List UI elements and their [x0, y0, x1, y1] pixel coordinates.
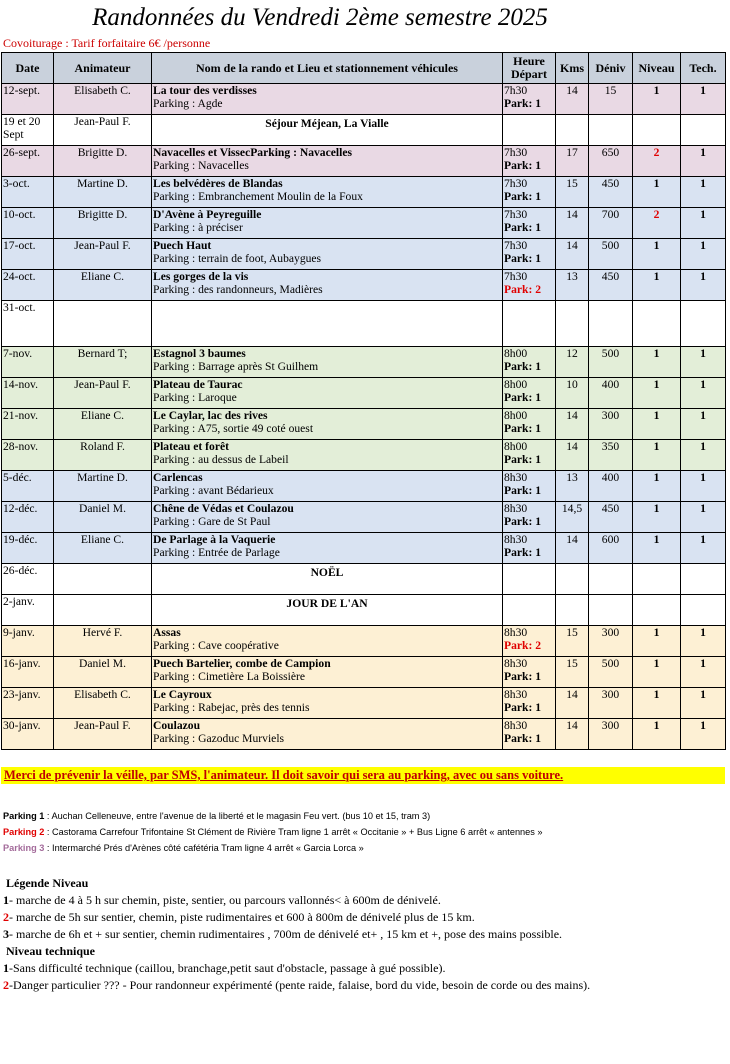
- tech-cell: 1: [681, 409, 726, 440]
- animateur-cell: Roland F.: [54, 440, 152, 471]
- park-number: Park: 1: [504, 360, 542, 373]
- tech-legend-item: 2-Danger particulier ??? - Pour randonneur expérimenté (pente raide, falaise, bord du vide, besoin de corde ou des mains).: [3, 978, 591, 992]
- niveau-cell: 1: [633, 378, 681, 409]
- date-cell: 12-déc.: [2, 502, 54, 533]
- animateur-cell: Eliane C.: [54, 409, 152, 440]
- park-number: Park: 2: [504, 639, 542, 652]
- heure-cell: [503, 719, 556, 750]
- date-cell: 19 et 20 Sept: [2, 115, 54, 146]
- table-row: [2, 347, 726, 378]
- rando-name: D'Avène à Peyreguille: [153, 208, 262, 221]
- date-cell: 5-déc.: [2, 471, 54, 502]
- start-time: 8h30: [504, 533, 528, 546]
- start-time: 7h30: [504, 270, 528, 283]
- deniv-cell: [589, 301, 633, 347]
- deniv-cell: [589, 595, 633, 626]
- kms-cell: 12: [556, 347, 589, 378]
- table-row: [2, 270, 726, 301]
- rando-cell: [152, 115, 503, 146]
- rando-cell: [152, 378, 503, 409]
- rando-cell: [152, 564, 503, 595]
- tech-cell: 1: [681, 688, 726, 719]
- date-cell: 12-sept.: [2, 84, 54, 115]
- legend: [3, 875, 590, 994]
- rando-cell: [152, 177, 503, 208]
- parking-location: Parking : à préciser: [153, 221, 243, 234]
- table-row: [2, 146, 726, 177]
- table-header-row: [2, 53, 726, 84]
- rando-name: Estagnol 3 baumes: [153, 347, 246, 360]
- niveau-cell: 1: [633, 657, 681, 688]
- start-time: 8h30: [504, 471, 528, 484]
- rando-cell: [152, 471, 503, 502]
- col-kms: Kms: [556, 53, 589, 84]
- table-row: [2, 502, 726, 533]
- tech-cell: 1: [681, 657, 726, 688]
- table-row: [2, 301, 726, 347]
- park-number: Park: 1: [504, 670, 542, 683]
- parking-location: Parking : Agde: [153, 97, 223, 110]
- start-time: 7h30: [504, 177, 528, 190]
- start-time: 8h00: [504, 347, 528, 360]
- rando-name: Plateau de Taurac: [153, 378, 243, 391]
- park-number: Park: 1: [504, 453, 542, 466]
- date-cell: 31-oct.: [2, 301, 54, 347]
- reminder-banner: Merci de prévenir la véille, par SMS, l'animateur. Il doit savoir qui sera au parking, avec ou sans voiture.: [1, 767, 725, 784]
- animateur-cell: Martine D.: [54, 471, 152, 502]
- animateur-cell: [54, 301, 152, 347]
- heure-cell: [503, 239, 556, 270]
- start-time: 8h30: [504, 719, 528, 732]
- parking-location: Parking : Entrée de Parlage: [153, 546, 280, 559]
- rando-name: Le Cayroux: [153, 688, 212, 701]
- heure-cell: [503, 301, 556, 347]
- rando-name: Puech Haut: [153, 239, 212, 252]
- heure-cell: [503, 409, 556, 440]
- start-time: 8h30: [504, 502, 528, 515]
- deniv-cell: 600: [589, 533, 633, 564]
- park-number: Park: 1: [504, 252, 542, 265]
- rando-name: Les belvédères de Blandas: [153, 177, 283, 190]
- tech-cell: [681, 595, 726, 626]
- rando-cell: [152, 409, 503, 440]
- heure-cell: [503, 657, 556, 688]
- deniv-cell: [589, 115, 633, 146]
- niveau-cell: 2: [633, 146, 681, 177]
- kms-cell: 14: [556, 84, 589, 115]
- parking-location: Parking : Barrage après St Guilhem: [153, 360, 319, 373]
- park-number: Park: 1: [504, 484, 542, 497]
- deniv-cell: 450: [589, 177, 633, 208]
- start-time: 8h30: [504, 657, 528, 670]
- rando-name: Puech Bartelier, combe de Campion: [153, 657, 331, 670]
- animateur-cell: Brigitte D.: [54, 208, 152, 239]
- kms-cell: 14,5: [556, 502, 589, 533]
- kms-cell: 17: [556, 146, 589, 177]
- table-row: [2, 115, 726, 146]
- niveau-cell: 1: [633, 688, 681, 719]
- rando-cell: [152, 440, 503, 471]
- tech-legend-title: Niveau technique: [6, 944, 96, 958]
- parking-location: Parking : Embranchement Moulin de la Foux: [153, 190, 363, 203]
- rando-name: Assas: [153, 626, 181, 639]
- deniv-cell: 500: [589, 347, 633, 378]
- legend-item: 1- marche de 4 à 5 h sur chemin, piste, sentier, ou parcours vallonnés< à 600m de dénivelé.: [3, 893, 441, 907]
- tech-cell: 1: [681, 347, 726, 378]
- kms-cell: [556, 115, 589, 146]
- parking-location: Parking : Cave coopérative: [153, 639, 279, 652]
- deniv-cell: 300: [589, 719, 633, 750]
- kms-cell: 14: [556, 208, 589, 239]
- kms-cell: 13: [556, 270, 589, 301]
- rando-name: Chêne de Védas et Coulazou: [153, 502, 294, 515]
- table-row: [2, 208, 726, 239]
- deniv-cell: 450: [589, 502, 633, 533]
- rando-name: Coulazou: [153, 719, 201, 732]
- date-cell: 3-oct.: [2, 177, 54, 208]
- kms-cell: [556, 564, 589, 595]
- col-date: Date: [2, 53, 54, 84]
- heure-cell: [503, 177, 556, 208]
- covoiturage-note: Covoiturage : Tarif forfaitaire 6€ /personne: [3, 36, 211, 50]
- rando-cell: [152, 146, 503, 177]
- park-number: Park: 1: [504, 701, 542, 714]
- kms-cell: 14: [556, 719, 589, 750]
- parking-3-line: Parking 3 : Intermarché Prés d'Arènes côté cafétéria Tram ligne 4 arrêt « Garcia Lorca »: [3, 843, 364, 853]
- table-row: [2, 533, 726, 564]
- date-cell: 26-sept.: [2, 146, 54, 177]
- heure-cell: [503, 533, 556, 564]
- rando-cell: [152, 688, 503, 719]
- niveau-cell: [633, 564, 681, 595]
- kms-cell: 14: [556, 440, 589, 471]
- table-row: [2, 177, 726, 208]
- kms-cell: 10: [556, 378, 589, 409]
- heure-cell: [503, 688, 556, 719]
- deniv-cell: 650: [589, 146, 633, 177]
- tech-cell: 1: [681, 719, 726, 750]
- start-time: 8h30: [504, 626, 528, 639]
- niveau-cell: 1: [633, 270, 681, 301]
- animateur-cell: Jean-Paul F.: [54, 115, 152, 146]
- heure-cell: [503, 378, 556, 409]
- rando-cell: [152, 301, 503, 347]
- rando-cell: [152, 502, 503, 533]
- niveau-cell: 1: [633, 719, 681, 750]
- tech-cell: 1: [681, 502, 726, 533]
- deniv-cell: 700: [589, 208, 633, 239]
- parking-1-line: Parking 1 : Auchan Celleneuve, entre l'avenue de la liberté et le magasin Feu vert. (bus 10 et 15, tram 3): [3, 811, 431, 821]
- parking-location: Parking : Rabejac, près des tennis: [153, 701, 310, 714]
- park-number: Park: 1: [504, 422, 542, 435]
- legend-item: 2- marche de 5h sur sentier, chemin, piste rudimentaires et 600 à 800m de dénivelé plus de 15 km.: [3, 910, 475, 924]
- tech-cell: [681, 115, 726, 146]
- rando-name: Carlencas: [153, 471, 203, 484]
- date-cell: 2-janv.: [2, 595, 54, 626]
- heure-cell: [503, 564, 556, 595]
- date-cell: 7-nov.: [2, 347, 54, 378]
- deniv-cell: 15: [589, 84, 633, 115]
- kms-cell: [556, 595, 589, 626]
- deniv-cell: 500: [589, 239, 633, 270]
- date-cell: 9-janv.: [2, 626, 54, 657]
- niveau-cell: 1: [633, 347, 681, 378]
- deniv-cell: 350: [589, 440, 633, 471]
- start-time: 7h30: [504, 84, 528, 97]
- rando-name: Plateau et forêt: [153, 440, 229, 453]
- rando-cell: [152, 657, 503, 688]
- tech-cell: 1: [681, 471, 726, 502]
- tech-cell: 1: [681, 440, 726, 471]
- date-cell: 26-déc.: [2, 564, 54, 595]
- heure-cell: [503, 502, 556, 533]
- deniv-cell: [589, 564, 633, 595]
- park-number: Park: 1: [504, 97, 542, 110]
- rando-cell: [152, 595, 503, 626]
- table-row: [2, 239, 726, 270]
- rando-cell: [152, 719, 503, 750]
- deniv-cell: 300: [589, 409, 633, 440]
- col-niveau: Niveau: [633, 53, 681, 84]
- table-row: [2, 440, 726, 471]
- table-row: [2, 719, 726, 750]
- niveau-cell: 2: [633, 208, 681, 239]
- col-animateur: Animateur: [54, 53, 152, 84]
- table-row: [2, 595, 726, 626]
- parking-location: Parking : Gazoduc Murviels: [153, 732, 285, 745]
- tech-cell: 1: [681, 270, 726, 301]
- table-row: [2, 688, 726, 719]
- park-number: Park: 1: [504, 732, 542, 745]
- deniv-cell: 300: [589, 626, 633, 657]
- niveau-cell: 1: [633, 533, 681, 564]
- page-title: Randonnées du Vendredi 2ème semestre 2025: [92, 4, 548, 31]
- park-number: Park: 1: [504, 515, 542, 528]
- table-row: [2, 564, 726, 595]
- animateur-cell: Jean-Paul F.: [54, 378, 152, 409]
- tech-cell: 1: [681, 626, 726, 657]
- rando-cell: [152, 208, 503, 239]
- tech-cell: [681, 564, 726, 595]
- heure-cell: [503, 626, 556, 657]
- rando-cell: [152, 533, 503, 564]
- parking-list: [3, 808, 543, 856]
- niveau-cell: 1: [633, 626, 681, 657]
- heure-cell: [503, 270, 556, 301]
- kms-cell: 14: [556, 688, 589, 719]
- col-heure: Heure Départ: [503, 53, 556, 84]
- niveau-cell: [633, 301, 681, 347]
- date-cell: 24-oct.: [2, 270, 54, 301]
- tech-cell: 1: [681, 208, 726, 239]
- start-time: 8h00: [504, 440, 528, 453]
- tech-cell: 1: [681, 378, 726, 409]
- park-number: Park: 1: [504, 546, 542, 559]
- deniv-cell: 300: [589, 688, 633, 719]
- heure-cell: [503, 347, 556, 378]
- start-time: 8h30: [504, 688, 528, 701]
- heure-cell: [503, 440, 556, 471]
- start-time: 8h00: [504, 378, 528, 391]
- animateur-cell: [54, 564, 152, 595]
- rando-cell: [152, 270, 503, 301]
- date-cell: 14-nov.: [2, 378, 54, 409]
- animateur-cell: Eliane C.: [54, 533, 152, 564]
- special-event: NOËL: [310, 566, 344, 579]
- niveau-cell: 1: [633, 84, 681, 115]
- kms-cell: 13: [556, 471, 589, 502]
- niveau-cell: [633, 595, 681, 626]
- date-cell: 28-nov.: [2, 440, 54, 471]
- tech-cell: 1: [681, 146, 726, 177]
- kms-cell: 14: [556, 239, 589, 270]
- schedule-table: [1, 52, 726, 750]
- animateur-cell: Martine D.: [54, 177, 152, 208]
- deniv-cell: 400: [589, 471, 633, 502]
- niveau-cell: 1: [633, 502, 681, 533]
- animateur-cell: Jean-Paul F.: [54, 719, 152, 750]
- col-deniv: Déniv: [589, 53, 633, 84]
- legend-item: 3- marche de 6h et + sur sentier, chemin rudimentaires , 700m de dénivelé et+ , 15 km et +, pose des mains possible.: [3, 927, 563, 941]
- heure-cell: [503, 84, 556, 115]
- table-row: [2, 409, 726, 440]
- animateur-cell: Elisabeth C.: [54, 84, 152, 115]
- date-cell: 23-janv.: [2, 688, 54, 719]
- table-row: [2, 657, 726, 688]
- col-tech: Tech.: [681, 53, 726, 84]
- parking-location: Parking : avant Bédarieux: [153, 484, 274, 497]
- date-cell: 10-oct.: [2, 208, 54, 239]
- deniv-cell: 450: [589, 270, 633, 301]
- rando-name: La tour des verdisses: [153, 84, 257, 97]
- niveau-cell: 1: [633, 409, 681, 440]
- tech-cell: 1: [681, 239, 726, 270]
- rando-name: Navacelles et VissecParking : Navacelles: [153, 146, 352, 159]
- park-number: Park: 1: [504, 159, 542, 172]
- parking-location: Parking : Gare de St Paul: [153, 515, 271, 528]
- start-time: 7h30: [504, 208, 528, 221]
- tech-cell: 1: [681, 84, 726, 115]
- rando-name: De Parlage à la Vaquerie: [153, 533, 276, 546]
- animateur-cell: [54, 595, 152, 626]
- parking-location: Parking : Navacelles: [153, 159, 249, 172]
- start-time: 8h00: [504, 409, 528, 422]
- rando-cell: [152, 626, 503, 657]
- animateur-cell: Bernard T;: [54, 347, 152, 378]
- table-row: [2, 378, 726, 409]
- parking-location: Parking : Laroque: [153, 391, 237, 404]
- kms-cell: 14: [556, 533, 589, 564]
- niveau-cell: 1: [633, 177, 681, 208]
- tech-legend-item: 1-Sans difficulté technique (caillou, branchage,petit saut d'obstacle, passage à gué possible).: [3, 961, 446, 975]
- niveau-cell: 1: [633, 239, 681, 270]
- date-cell: 16-janv.: [2, 657, 54, 688]
- table-row: [2, 626, 726, 657]
- table-row: [2, 471, 726, 502]
- kms-cell: 14: [556, 409, 589, 440]
- kms-cell: [556, 301, 589, 347]
- heure-cell: [503, 115, 556, 146]
- parking-location: Parking : des randonneurs, Madières: [153, 283, 323, 296]
- kms-cell: 15: [556, 626, 589, 657]
- special-event: JOUR DE L'AN: [286, 597, 368, 610]
- rando-cell: [152, 239, 503, 270]
- tech-cell: 1: [681, 533, 726, 564]
- date-cell: 21-nov.: [2, 409, 54, 440]
- heure-cell: [503, 208, 556, 239]
- parking-location: Parking : au dessus de Labeil: [153, 453, 289, 466]
- rando-name: Le Caylar, lac des rives: [153, 409, 268, 422]
- special-event: Séjour Méjean, La Vialle: [265, 117, 389, 130]
- animateur-cell: Hervé F.: [54, 626, 152, 657]
- rando-cell: [152, 84, 503, 115]
- niveau-cell: 1: [633, 440, 681, 471]
- deniv-cell: 400: [589, 378, 633, 409]
- heure-cell: [503, 471, 556, 502]
- heure-cell: [503, 595, 556, 626]
- rando-name: Les gorges de la vis: [153, 270, 249, 283]
- animateur-cell: Brigitte D.: [54, 146, 152, 177]
- date-cell: 17-oct.: [2, 239, 54, 270]
- animateur-cell: Elisabeth C.: [54, 688, 152, 719]
- parking-location: Parking : A75, sortie 49 coté ouest: [153, 422, 314, 435]
- park-number: Park: 1: [504, 391, 542, 404]
- niveau-cell: [633, 115, 681, 146]
- table-row: [2, 84, 726, 115]
- tech-cell: 1: [681, 177, 726, 208]
- animateur-cell: Daniel M.: [54, 657, 152, 688]
- kms-cell: 15: [556, 177, 589, 208]
- legend-title: Légende Niveau: [6, 876, 89, 890]
- animateur-cell: Jean-Paul F.: [54, 239, 152, 270]
- animateur-cell: Eliane C.: [54, 270, 152, 301]
- col-rando: Nom de la rando et Lieu et stationnement véhicules: [152, 53, 503, 84]
- niveau-cell: 1: [633, 471, 681, 502]
- tech-cell: [681, 301, 726, 347]
- start-time: 7h30: [504, 146, 528, 159]
- animateur-cell: Daniel M.: [54, 502, 152, 533]
- kms-cell: 15: [556, 657, 589, 688]
- parking-location: Parking : Cimetière La Boissière: [153, 670, 305, 683]
- park-number: Park: 2: [504, 283, 542, 296]
- start-time: 7h30: [504, 239, 528, 252]
- parking-location: Parking : terrain de foot, Aubaygues: [153, 252, 322, 265]
- rando-cell: [152, 347, 503, 378]
- heure-cell: [503, 146, 556, 177]
- parking-2-line: Parking 2 : Castorama Carrefour Trifontaine St Clément de Rivière Tram ligne 1 arrêt « Occitanie » + Bus Ligne 6 arrêt « antennes »: [3, 827, 543, 837]
- park-number: Park: 1: [504, 221, 542, 234]
- park-number: Park: 1: [504, 190, 542, 203]
- date-cell: 30-janv.: [2, 719, 54, 750]
- deniv-cell: 500: [589, 657, 633, 688]
- date-cell: 19-déc.: [2, 533, 54, 564]
